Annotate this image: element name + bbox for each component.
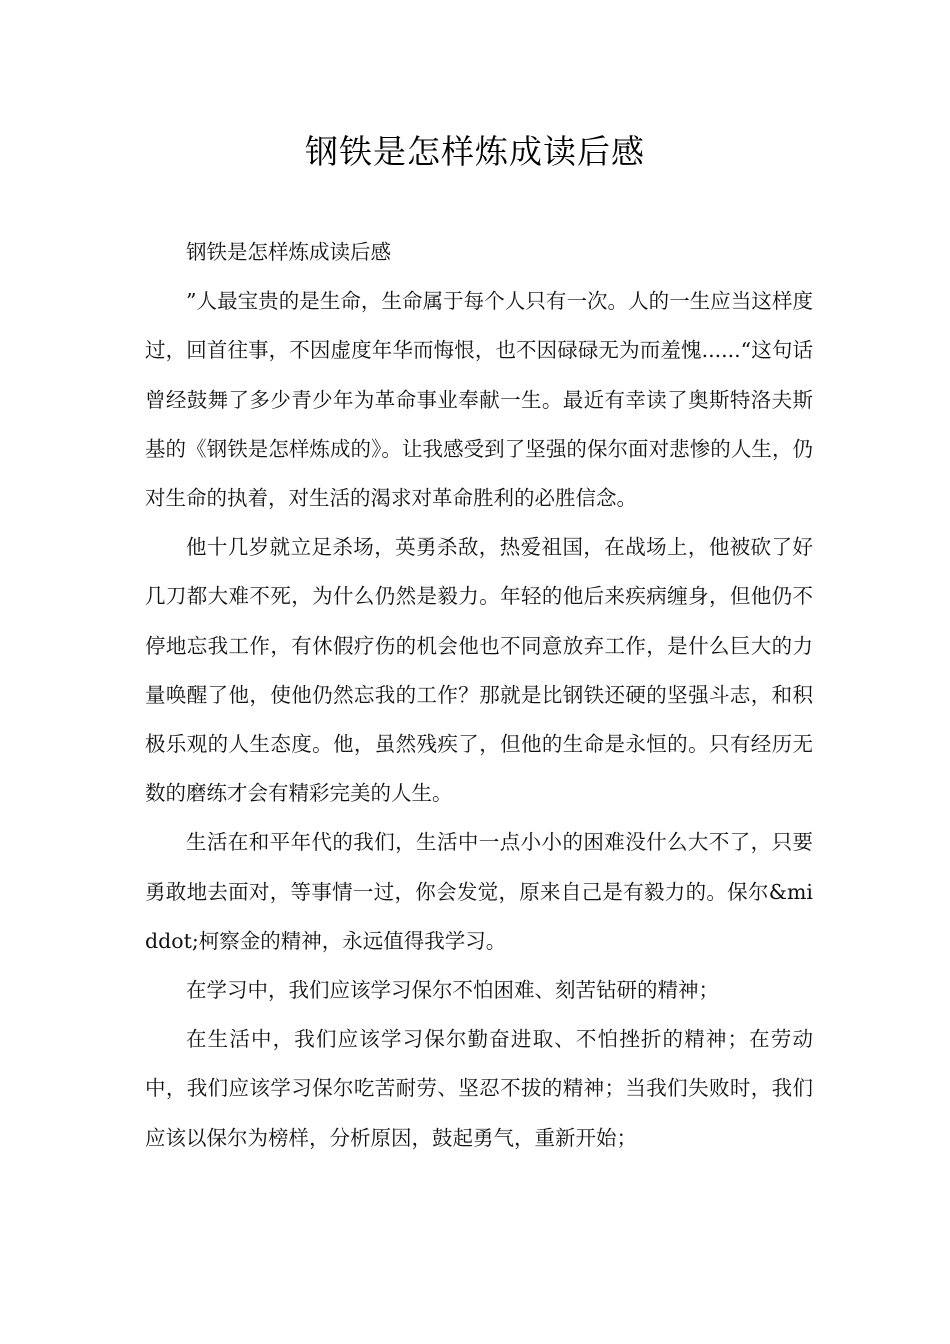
paragraph-quote: ”人最宝贵的是生命，生命属于每个人只有一次。人的一生应当这样度过，回首往事，不因虚度年华而悔恨，也不因碌碌无为而羞愧......“这句话曾经鼓舞了多少青少年为革命事业奉献一生。最近有幸读了奥斯特洛夫斯基的《钢铁是怎样炼成的》。让我感受到了坚强的保尔面对悲惨的人生，仍对生命的执着，对生活的渴求对革命胜利的必胜信念。 [145,289,813,511]
document-title: 钢铁是怎样炼成读后感 [305,132,645,171]
paragraph-war: 他十几岁就立足杀场，英勇杀敌，热爱祖国，在战场上，他被砍了好几刀都大难不死，为什么仍然是毅力。年轻的他后来疾病缠身，但他仍不停地忘我工作，有休假疗伤的机会他也不同意放弃工作，是什么巨大的力量唤醒了他，使他仍然忘我的工作？那就是比钢铁还硬的坚强斗志，和积极乐观的人生态度。他，虽然残疾了，但他的生命是永恒的。只有经历无数的磨练才会有精彩完美的人生。 [145,535,813,806]
paragraph-study: 在学习中，我们应该学习保尔不怕困难、刻苦钻研的精神； [186,978,719,1003]
paragraph-subtitle: 钢铁是怎样炼成读后感 [186,240,391,264]
document-body [145,228,813,1163]
paragraph-life: 在生活中，我们应该学习保尔勤奋进取、不怕挫折的精神；在劳动中，我们应该学习保尔吃苦耐劳、坚忍不拔的精神；当我们失败时，我们应该以保尔为榜样，分析原因，鼓起勇气，重新开始； [145,1027,813,1150]
paragraph-peace: 生活在和平年代的我们，生活中一点小小的困难没什么大不了，只要勇敢地去面对，等事情一过，你会发觉，原来自己是有毅力的。保尔&middot;柯察金的精神，永远值得我学习。 [145,830,813,953]
